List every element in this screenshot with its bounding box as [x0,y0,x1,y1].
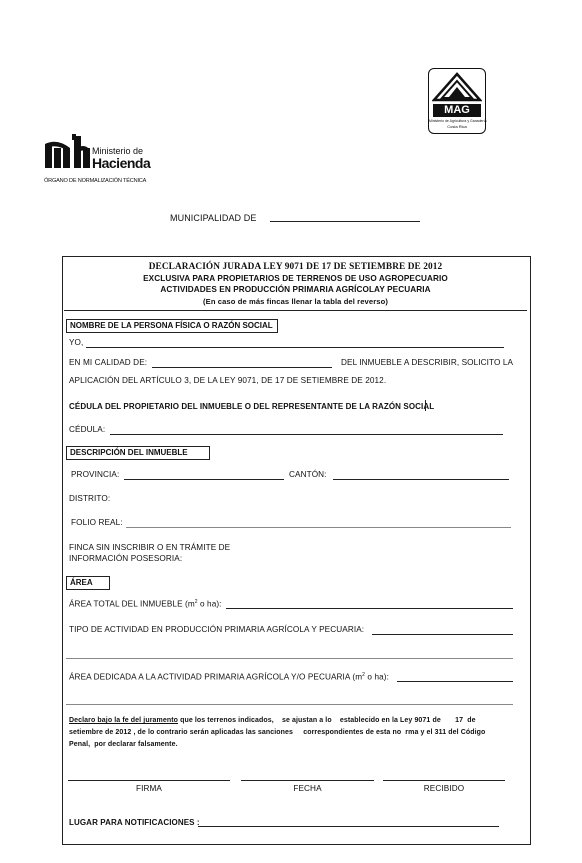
fecha-label: FECHA [293,784,322,793]
section-descripcion-title: DESCRIPCIÓN DEL INMUEBLE [66,446,210,460]
mag-mountain-icon [432,72,482,102]
header-line1: DECLARACIÓN JURADA LEY 9071 DE 17 DE SETIEMBRE DE 2012 [148,262,443,272]
cedula-label: CÉDULA: [69,425,106,434]
tipo-actividad-field[interactable] [372,634,513,635]
mag-logo [428,68,486,134]
area-dedicada-label [69,672,389,682]
recibido-label: RECIBIDO [423,784,465,793]
finca-line1: FINCA SIN INSCRIBIR O EN TRÁMITE DE [69,543,231,552]
area-total-text: ÁREA TOTAL DEL INMUEBLE (m [69,599,195,609]
declaration-line2: setiembre de 2012 , de lo contrario serán aplicadas las sanciones correspondientes de esta no rma y el 311 del Código [69,729,486,736]
section-nombre-title: NOMBRE DE LA PERSONA FÍSICA O RAZÓN SOCIAL [66,319,278,333]
canton-field[interactable] [333,479,509,480]
section-area-title: ÁREA [66,576,110,590]
firma-field[interactable] [68,780,230,781]
finca-line2: INFORMACIÓN POSESORIA: [69,554,183,563]
area-dedicada-superscript: 2 [362,672,366,678]
area-total-label [69,599,222,609]
calidad-label: EN MI CALIDAD DE: [69,358,148,367]
area-dedicada-field[interactable] [397,681,513,682]
declaration-line3: Penal, por declarar falsamente. [69,741,178,748]
tipo-actividad-label: TIPO DE ACTIVIDAD EN PRODUCCIÓN PRIMARIA AGRÍCOLA Y PECUARIA: [69,625,365,634]
yo-label: YO, [69,338,84,347]
tipo-actividad-field-2[interactable] [66,658,513,659]
mh-logo-icon [44,134,92,172]
folio-label: FOLIO REAL: [71,518,123,527]
cedula-section-title: CÉDULA DEL PROPIETARIO DEL INMUEBLE O DEL REPRESENTANTE DE LA RAZÓN SOCIAL [69,402,435,411]
inmueble-text: DEL INMUEBLE A DESCRIBIR, SOLICITO LA [341,358,514,367]
aplicacion-text: APLICACIÓN DEL ARTÍCULO 3, DE LA LEY 9071, DE 17 DE SETIEMBRE DE 2012. [69,376,387,385]
provincia-label: PROVINCIA: [71,470,120,479]
area-dedicada-text: ÁREA DEDICADA A LA ACTIVIDAD PRIMARIA AGRÍCOLA Y/O PECUARIA (m [69,672,363,682]
notificaciones-field[interactable] [198,826,499,827]
ministerio-hacienda-logo [44,134,151,184]
area-total-suffix: o ha): [197,599,222,609]
declaration-line1-rest: que los terrenos indicados, se ajustan a lo establecido en la Ley 9071 de 17 de [180,717,476,724]
municipalidad-field[interactable] [270,221,420,222]
header-line2: EXCLUSIVA PARA PROPIETARIOS DE TERRENOS DE USO AGROPECUARIO [143,274,448,283]
mh-name-line1: Ministerio de [92,146,144,156]
cedula-title-divider [425,400,426,411]
area-total-field[interactable] [226,608,513,609]
canton-label: CANTÓN: [289,470,327,479]
firma-label: FIRMA [136,784,162,793]
mag-small-line1: Ministerio de Agricultura y Ganadería [429,119,487,123]
cedula-field[interactable] [110,434,503,435]
distrito-label: DISTRITO: [69,494,111,503]
mag-label: MAG [433,104,481,117]
header-line4: (En caso de más fincas llenar la tabla del reverso) [203,297,388,306]
declaration-line1 [69,717,476,724]
mh-name-line2: Hacienda [92,155,151,171]
header-line3: ACTIVIDADES EN PRODUCCIÓN PRIMARIA AGRÍCOLAY PECUARIA [160,285,431,294]
declaration-lead: Declaro bajo la fe del juramento [69,717,179,724]
area-dedicada-field-2[interactable] [66,704,513,705]
area-total-superscript: 2 [194,599,198,605]
recibido-field[interactable] [383,780,505,781]
municipalidad-label: MUNICIPALIDAD DE [170,213,257,223]
mag-small-line2: Costa Rica [447,124,467,129]
provincia-field[interactable] [124,479,284,480]
fecha-field[interactable] [241,780,374,781]
yo-field[interactable] [86,347,504,348]
area-dedicada-suffix: o ha): [365,672,389,682]
notificaciones-label: LUGAR PARA NOTIFICACIONES : [69,818,200,827]
mh-subtitle: ÓRGANO DE NORMALIZACIÓN TÉCNICA [44,178,147,184]
calidad-field[interactable] [152,367,332,368]
folio-field[interactable] [126,527,511,528]
